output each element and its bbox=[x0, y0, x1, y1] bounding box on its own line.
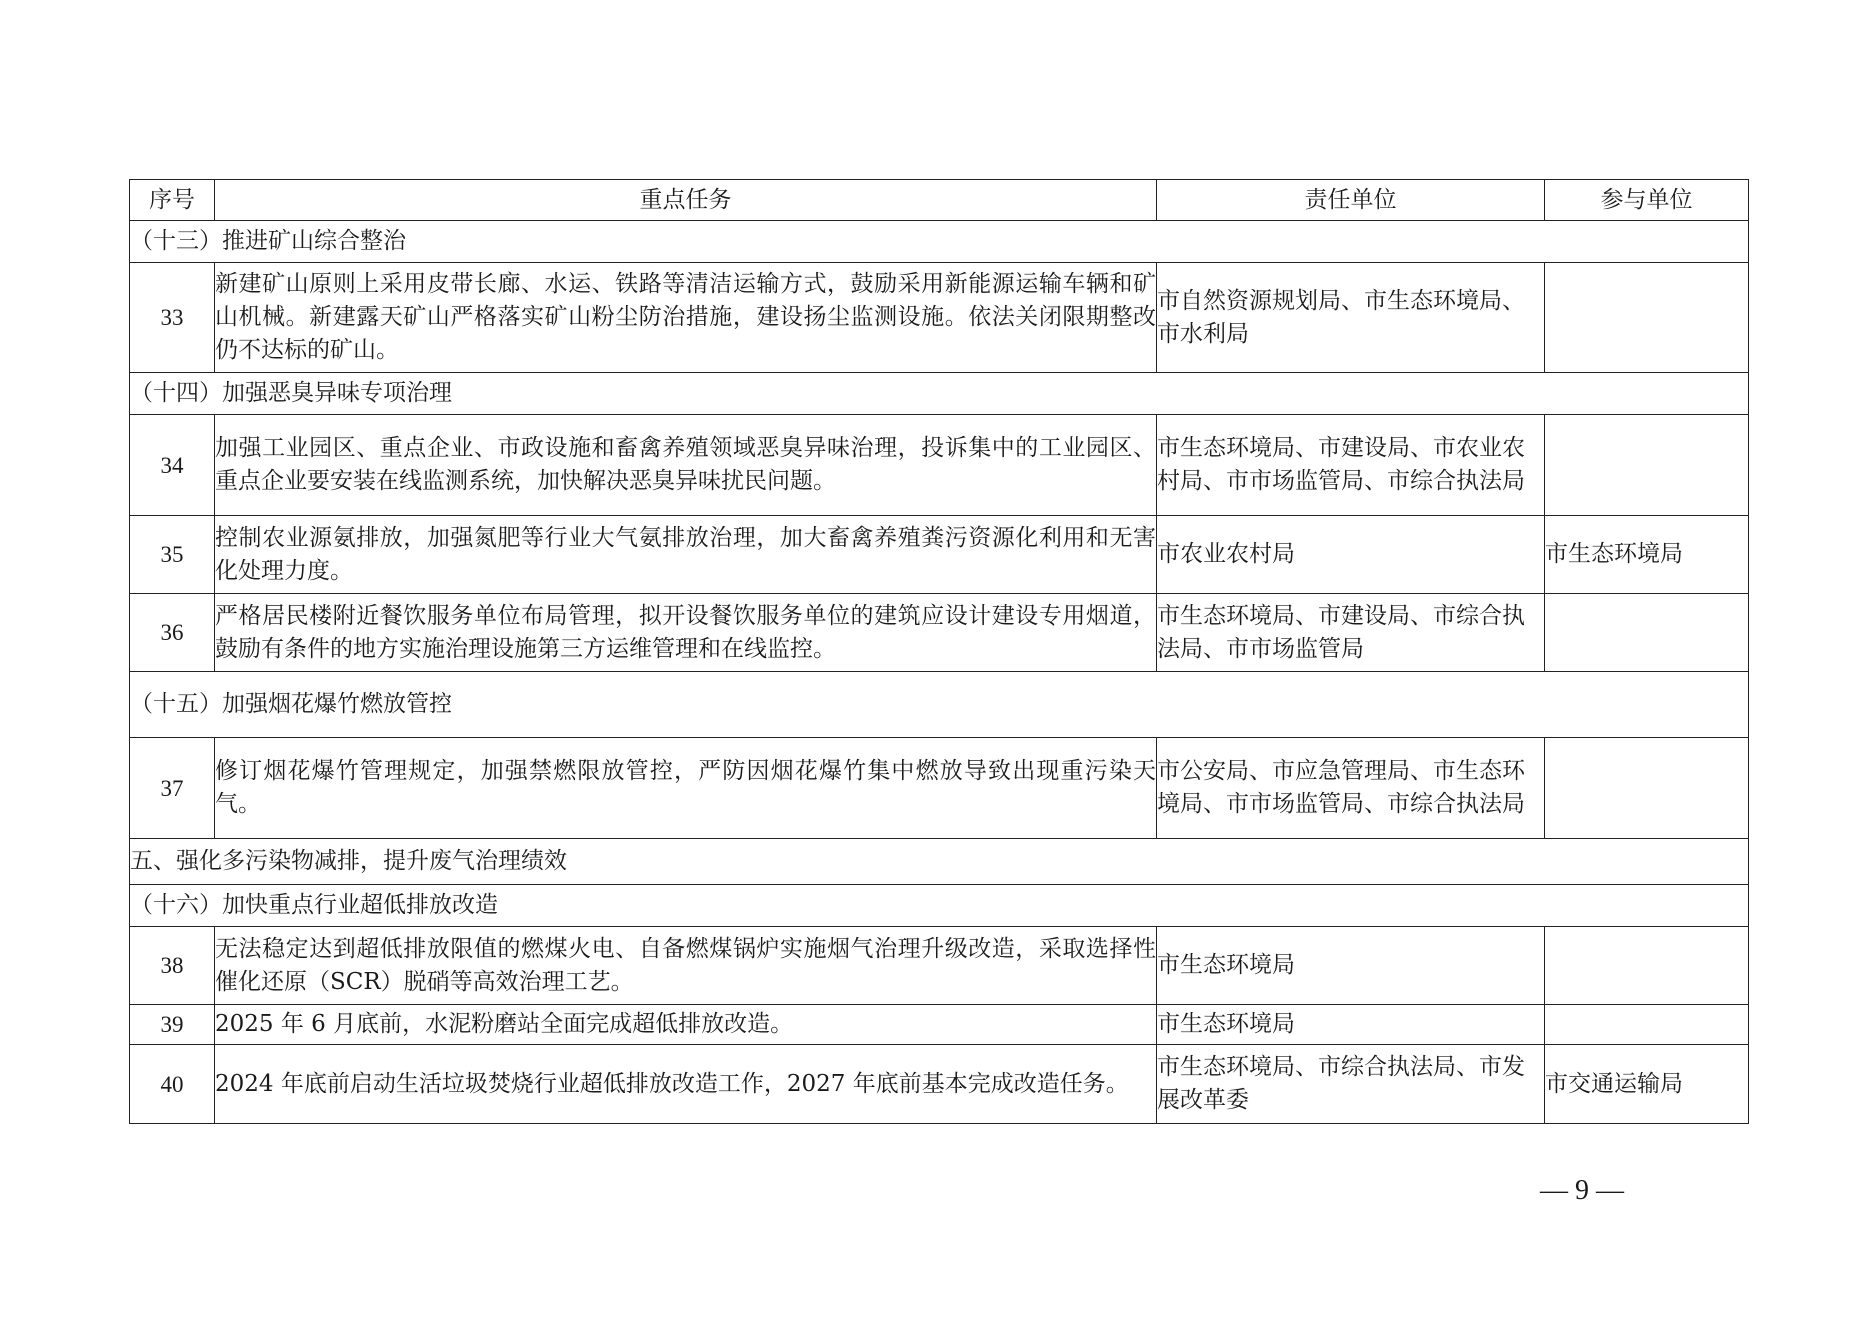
cell-part bbox=[1545, 594, 1749, 672]
table-row bbox=[130, 1045, 1749, 1124]
cell-no: 33 bbox=[130, 263, 215, 373]
table-row bbox=[130, 738, 1749, 839]
table-row bbox=[130, 415, 1749, 516]
cell-task: 加强工业园区、重点企业、市政设施和畜禽养殖领域恶臭异味治理，投诉集中的工业园区、重点企业要安装在线监测系统，加快解决恶臭异味扰民问题。 bbox=[215, 415, 1157, 516]
subsection-row bbox=[130, 221, 1749, 263]
subsection-row bbox=[130, 373, 1749, 415]
cell-task: 2025 年 6 月底前，水泥粉磨站全面完成超低排放改造。 bbox=[215, 1005, 1157, 1045]
table-body bbox=[130, 221, 1749, 1124]
cell-lead: 市生态环境局、市建设局、市农业农村局、市市场监管局、市综合执法局 bbox=[1157, 415, 1545, 516]
subsection-row bbox=[130, 672, 1749, 738]
table-row bbox=[130, 263, 1749, 373]
table-row bbox=[130, 594, 1749, 672]
section-row bbox=[130, 839, 1749, 885]
cell-lead: 市生态环境局、市综合执法局、市发展改革委 bbox=[1157, 1045, 1545, 1124]
cell-part: 市交通运输局 bbox=[1545, 1045, 1749, 1124]
cell-lead: 市生态环境局、市建设局、市综合执法局、市市场监管局 bbox=[1157, 594, 1545, 672]
cell-part bbox=[1545, 927, 1749, 1005]
cell-lead: 市自然资源规划局、市生态环境局、市水利局 bbox=[1157, 263, 1545, 373]
cell-task: 修订烟花爆竹管理规定，加强禁燃限放管控，严防因烟花爆竹集中燃放导致出现重污染天气。 bbox=[215, 738, 1157, 839]
subsection-title: （十三）推进矿山综合整治 bbox=[130, 221, 1749, 263]
cell-part bbox=[1545, 263, 1749, 373]
cell-task: 新建矿山原则上采用皮带长廊、水运、铁路等清洁运输方式，鼓励采用新能源运输车辆和矿山机械。新建露天矿山严格落实矿山粉尘防治措施，建设扬尘监测设施。依法关闭限期整改仍不达标的矿山。 bbox=[215, 263, 1157, 373]
subsection-title: （十四）加强恶臭异味专项治理 bbox=[130, 373, 1749, 415]
subsection-row bbox=[130, 885, 1749, 927]
table-header-row bbox=[130, 180, 1749, 221]
cell-no: 37 bbox=[130, 738, 215, 839]
cell-part bbox=[1545, 738, 1749, 839]
table-row bbox=[130, 516, 1749, 594]
cell-task: 严格居民楼附近餐饮服务单位布局管理，拟开设餐饮服务单位的建筑应设计建设专用烟道，鼓励有条件的地方实施治理设施第三方运维管理和在线监控。 bbox=[215, 594, 1157, 672]
cell-no: 36 bbox=[130, 594, 215, 672]
cell-no: 34 bbox=[130, 415, 215, 516]
table-row bbox=[130, 1005, 1749, 1045]
task-table bbox=[129, 179, 1749, 1124]
cell-no: 39 bbox=[130, 1005, 215, 1045]
cell-task: 2024 年底前启动生活垃圾焚烧行业超低排放改造工作，2027 年底前基本完成改造任务。 bbox=[215, 1045, 1157, 1124]
cell-lead: 市农业农村局 bbox=[1157, 516, 1545, 594]
cell-task: 控制农业源氨排放，加强氮肥等行业大气氨排放治理，加大畜禽养殖粪污资源化利用和无害化处理力度。 bbox=[215, 516, 1157, 594]
cell-no: 40 bbox=[130, 1045, 215, 1124]
cell-lead: 市公安局、市应急管理局、市生态环境局、市市场监管局、市综合执法局 bbox=[1157, 738, 1545, 839]
cell-no: 35 bbox=[130, 516, 215, 594]
header-part: 参与单位 bbox=[1545, 180, 1749, 221]
header-lead: 责任单位 bbox=[1157, 180, 1545, 221]
cell-lead: 市生态环境局 bbox=[1157, 1005, 1545, 1045]
header-task: 重点任务 bbox=[215, 180, 1157, 221]
cell-lead: 市生态环境局 bbox=[1157, 927, 1545, 1005]
cell-part: 市生态环境局 bbox=[1545, 516, 1749, 594]
section-title: 五、强化多污染物减排，提升废气治理绩效 bbox=[130, 839, 1749, 885]
cell-part bbox=[1545, 415, 1749, 516]
cell-task: 无法稳定达到超低排放限值的燃煤火电、自备燃煤锅炉实施烟气治理升级改造，采取选择性催化还原（SCR）脱硝等高效治理工艺。 bbox=[215, 927, 1157, 1005]
cell-part bbox=[1545, 1005, 1749, 1045]
table-row bbox=[130, 927, 1749, 1005]
header-no: 序号 bbox=[130, 180, 215, 221]
cell-no: 38 bbox=[130, 927, 215, 1005]
page-number: — 9 — bbox=[1540, 1175, 1624, 1206]
subsection-title: （十五）加强烟花爆竹燃放管控 bbox=[130, 672, 1749, 738]
subsection-title: （十六）加快重点行业超低排放改造 bbox=[130, 885, 1749, 927]
